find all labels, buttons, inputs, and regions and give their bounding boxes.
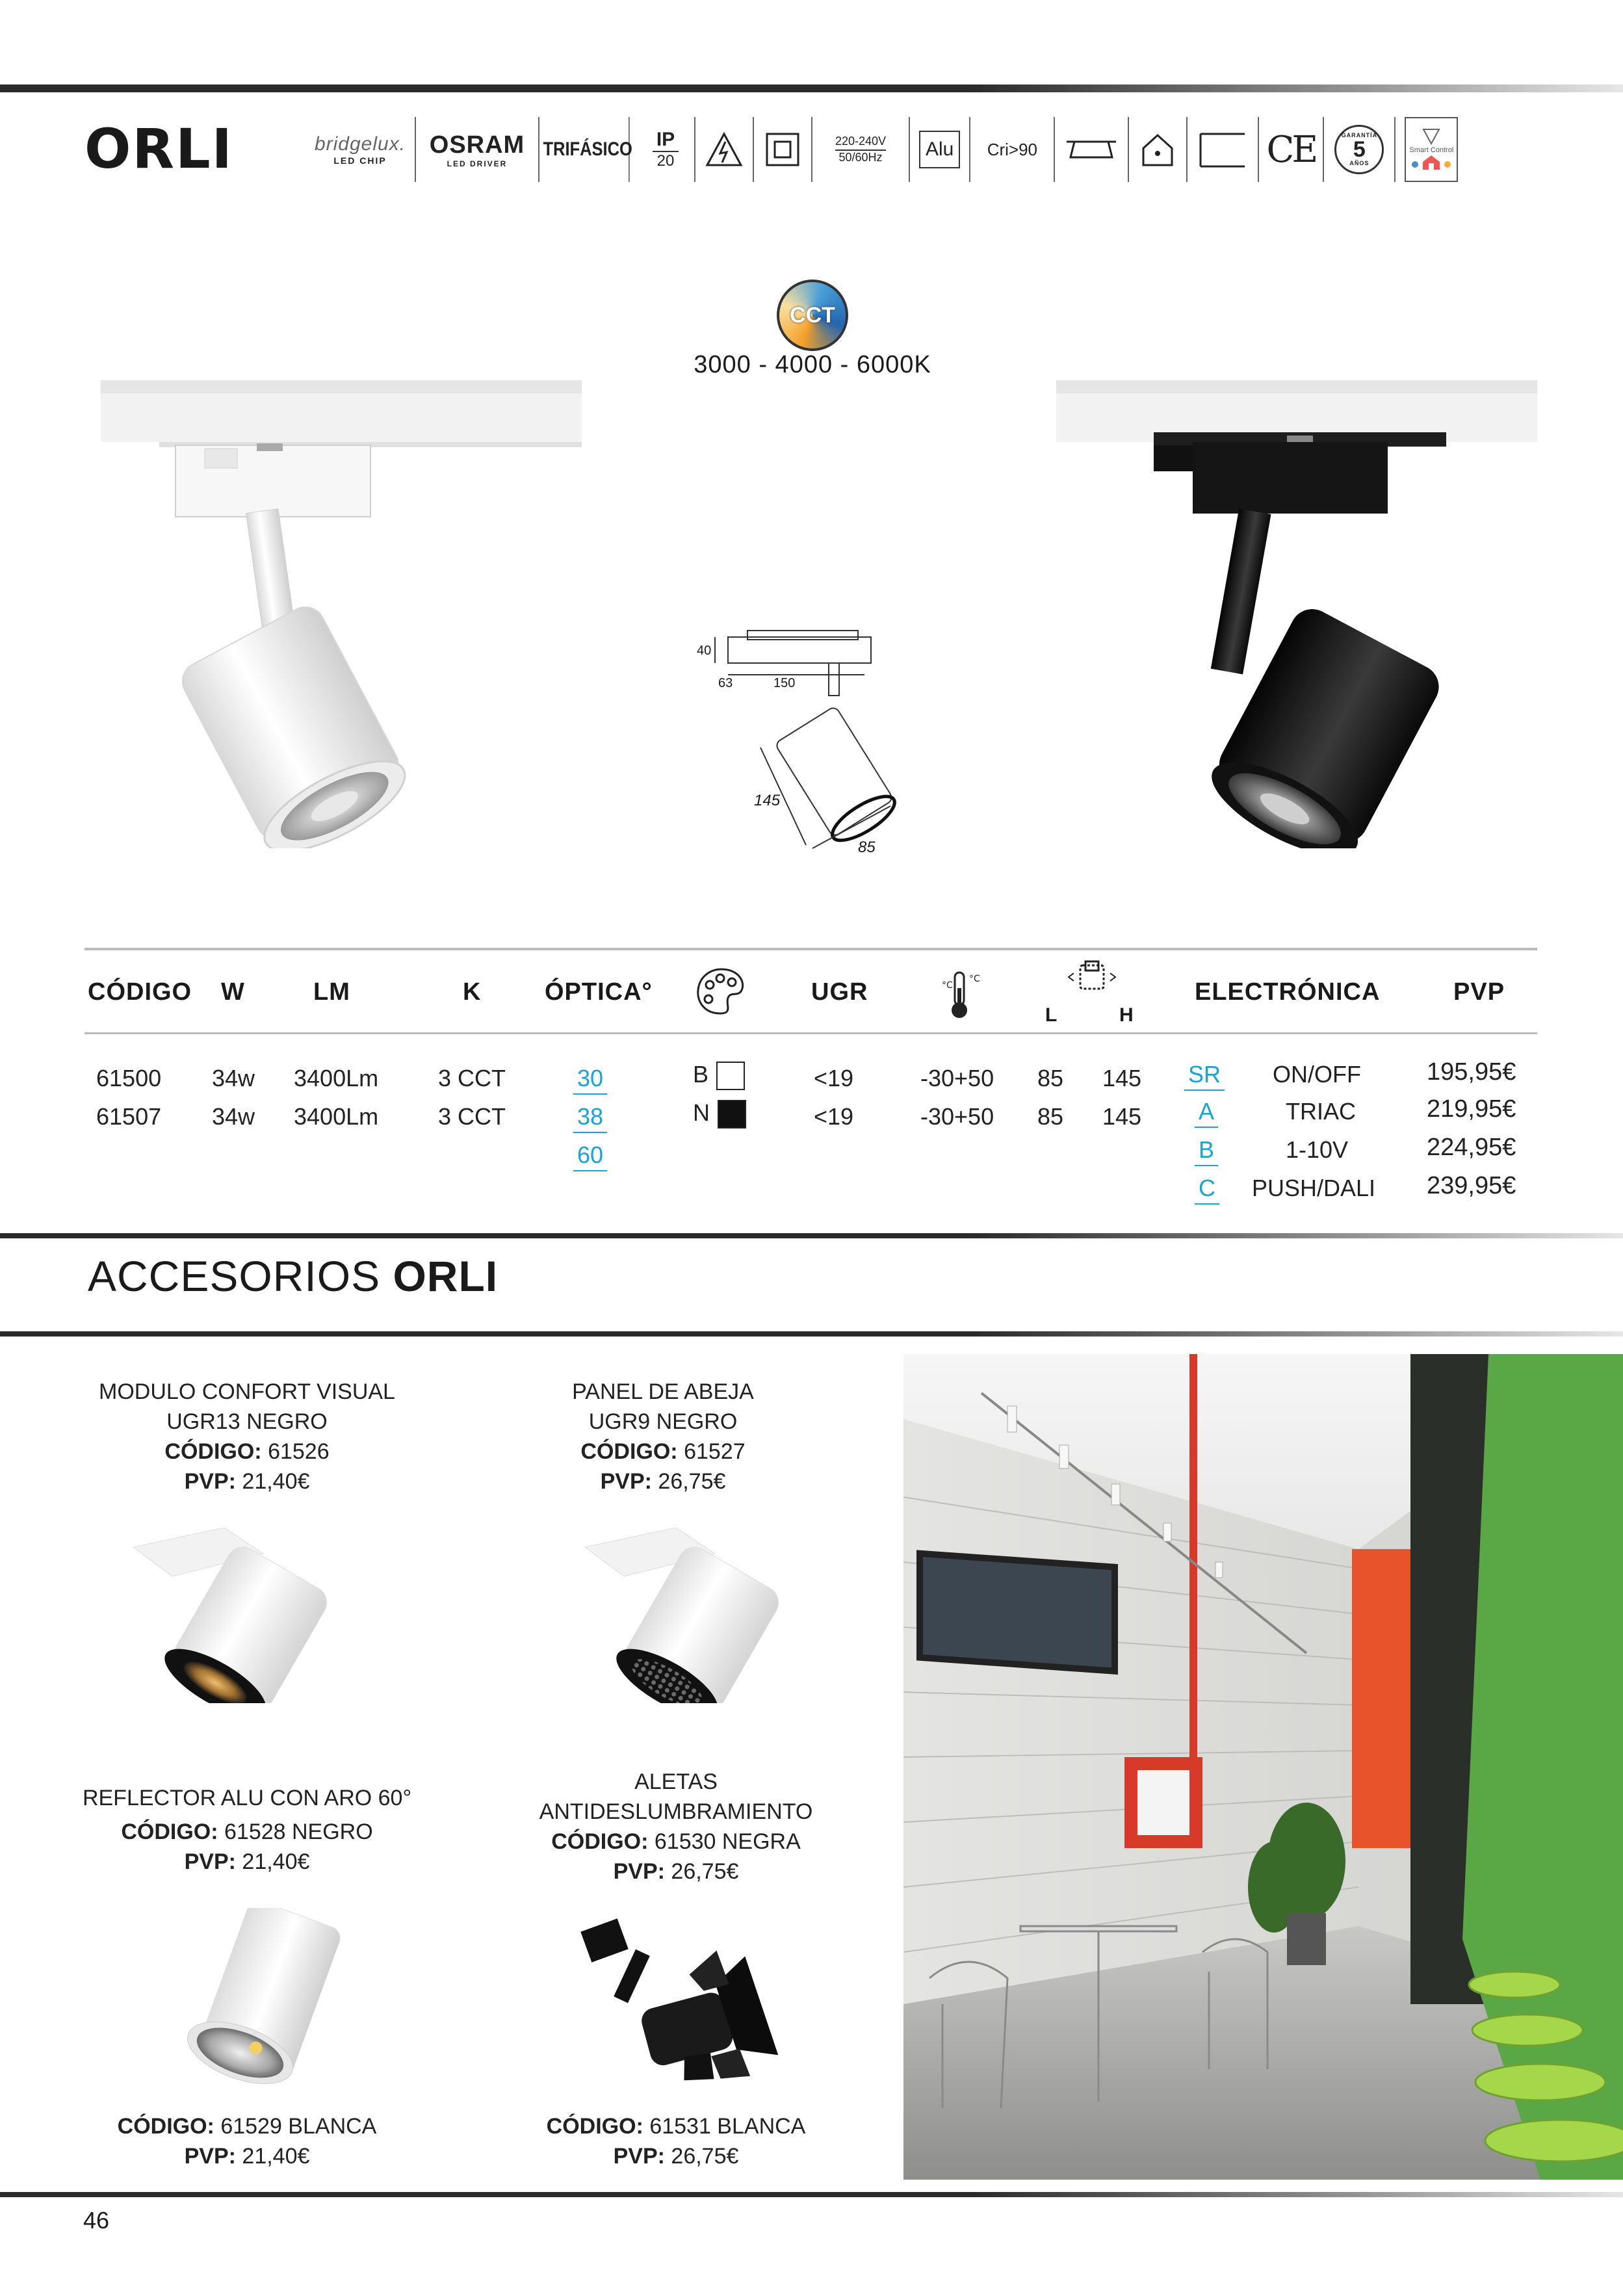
ceiling-surface-icon bbox=[1064, 130, 1119, 169]
product-image-white bbox=[101, 380, 582, 848]
osram-badge bbox=[416, 117, 539, 182]
electronica-sr-link[interactable]: SR bbox=[1184, 1061, 1225, 1091]
row1-temp: -30+50 bbox=[920, 1065, 994, 1091]
col-electronica: ELECTRÓNICA bbox=[1195, 978, 1381, 1006]
warranty-sub: AÑOS bbox=[1349, 160, 1370, 166]
double-square-icon bbox=[763, 130, 802, 169]
bridgelux-badge bbox=[305, 117, 416, 182]
class-ii-badge bbox=[754, 117, 812, 182]
acc3-pvp: PVP: 21,40€ bbox=[184, 1849, 310, 1874]
acc3-line1: REFLECTOR ALU CON ARO 60° bbox=[82, 1786, 412, 1810]
row2-temp: -30+50 bbox=[920, 1103, 994, 1130]
ip-label: IP bbox=[653, 129, 679, 152]
distance-icon bbox=[1197, 130, 1249, 169]
acc2-line2: UGR9 NEGRO bbox=[588, 1409, 738, 1434]
acc6-codigo: CÓDIGO: 61531 BLANCA bbox=[546, 2114, 806, 2139]
electronica-c-label: PUSH/DALI bbox=[1252, 1175, 1376, 1201]
col-optica: ÓPTICA° bbox=[545, 978, 653, 1006]
product-image-black bbox=[1056, 380, 1537, 848]
accessory-61528-image bbox=[179, 1908, 348, 2090]
dimension-drawing bbox=[689, 618, 910, 865]
cct-label: CCT bbox=[790, 302, 835, 328]
accessories-title-bold: ORLI bbox=[393, 1252, 499, 1300]
top-rule bbox=[0, 85, 1623, 92]
alu-badge bbox=[910, 117, 970, 182]
row1-l: 85 bbox=[1037, 1065, 1064, 1091]
electronica-sr-label: ON/OFF bbox=[1273, 1061, 1361, 1088]
accessories-title-light: ACCESORIOS bbox=[88, 1252, 381, 1300]
optica-60-link[interactable]: 60 bbox=[573, 1141, 607, 1171]
row1-h: 145 bbox=[1102, 1065, 1142, 1091]
product-title: ORLI bbox=[84, 117, 233, 181]
swatch-black bbox=[718, 1100, 746, 1128]
osram-sub: LED DRIVER bbox=[447, 159, 508, 168]
row1-codigo: 61500 bbox=[96, 1065, 162, 1091]
bridgelux-sub: LED CHIP bbox=[333, 155, 387, 166]
row2-l: 85 bbox=[1037, 1103, 1064, 1130]
cri-badge: Cri>90 bbox=[970, 117, 1055, 182]
row2-color bbox=[693, 1099, 746, 1128]
warranty-ring bbox=[1334, 125, 1384, 174]
accessory-61531 bbox=[507, 2111, 845, 2171]
surface-mount-badge bbox=[1055, 117, 1129, 182]
house-icon bbox=[1138, 130, 1177, 169]
acc1-line2: UGR13 NEGRO bbox=[166, 1409, 328, 1434]
col-w: W bbox=[221, 978, 245, 1006]
row2-color-code: N bbox=[693, 1099, 710, 1126]
row1-ugr: <19 bbox=[814, 1065, 854, 1091]
dim-63: 63 bbox=[718, 676, 733, 690]
row2-lm: 3400Lm bbox=[294, 1103, 379, 1130]
cct-range: 3000 - 4000 - 6000K bbox=[694, 351, 931, 378]
color-palette-icon bbox=[694, 965, 749, 1021]
electronica-b-price: 224,95€ bbox=[1427, 1134, 1516, 1161]
acc3-codigo: CÓDIGO: 61528 NEGRO bbox=[121, 1820, 373, 1844]
acc4-line1: ALETAS bbox=[634, 1769, 718, 1794]
electric-warning-badge bbox=[695, 117, 754, 182]
accessories-rule-top bbox=[0, 1233, 1623, 1238]
accessories-title bbox=[88, 1251, 498, 1301]
ce-badge: CE bbox=[1259, 117, 1324, 182]
accessory-61527-image bbox=[578, 1528, 786, 1703]
swatch-white bbox=[716, 1062, 745, 1090]
acc1-line1: MODULO CONFORT VISUAL bbox=[99, 1379, 395, 1404]
row1-color-code: B bbox=[693, 1061, 709, 1088]
frequency-value: 50/60Hz bbox=[838, 151, 883, 164]
bottom-rule bbox=[0, 2192, 1623, 2197]
dim-85: 85 bbox=[858, 839, 876, 856]
dim-145: 145 bbox=[754, 792, 781, 809]
acc4-line2: ANTIDESLUMBRAMIENTO bbox=[539, 1799, 813, 1824]
accessory-61526-image bbox=[127, 1528, 335, 1703]
row2-w: 34w bbox=[212, 1103, 255, 1130]
electronica-sr-price: 195,95€ bbox=[1427, 1058, 1516, 1086]
svg-text:°C: °C bbox=[942, 980, 953, 991]
row2-ugr: <19 bbox=[814, 1103, 854, 1130]
table-rule-top bbox=[84, 948, 1537, 950]
electronica-c-price: 239,95€ bbox=[1427, 1172, 1516, 1199]
optica-30-link[interactable]: 30 bbox=[573, 1065, 607, 1095]
acc4-pvp: PVP: 26,75€ bbox=[613, 1859, 739, 1884]
feature-badges bbox=[305, 114, 1467, 185]
acc1-pvp: PVP: 21,40€ bbox=[184, 1469, 310, 1494]
bridgelux-logo: bridgelux. bbox=[314, 133, 406, 155]
distance-badge bbox=[1188, 117, 1259, 182]
row2-h: 145 bbox=[1102, 1103, 1142, 1130]
row1-w: 34w bbox=[212, 1065, 255, 1091]
acc4-codigo: CÓDIGO: 61530 NEGRA bbox=[551, 1829, 801, 1854]
row2-codigo: 61507 bbox=[96, 1103, 162, 1130]
col-pvp: PVP bbox=[1453, 978, 1505, 1006]
accessory-61529 bbox=[78, 2111, 416, 2171]
dim-40: 40 bbox=[697, 644, 712, 658]
page-number: 46 bbox=[83, 2207, 110, 2234]
accessory-61528 bbox=[78, 1783, 416, 1877]
row1-lm: 3400Lm bbox=[294, 1065, 379, 1091]
interior-photo bbox=[903, 1354, 1623, 2180]
col-codigo: CÓDIGO bbox=[88, 978, 192, 1006]
electric-warning-icon bbox=[705, 130, 744, 169]
accessory-61526 bbox=[84, 1377, 409, 1496]
col-lm: LM bbox=[313, 978, 350, 1006]
acc6-pvp: PVP: 26,75€ bbox=[613, 2144, 739, 2169]
ip-badge bbox=[637, 117, 695, 182]
electronica-a-link[interactable]: A bbox=[1195, 1098, 1218, 1128]
ip-value: 20 bbox=[656, 152, 675, 170]
row2-k: 3 CCT bbox=[438, 1103, 506, 1130]
col-k: K bbox=[463, 978, 482, 1006]
acc5-pvp: PVP: 21,40€ bbox=[184, 2144, 310, 2169]
warranty-years: 5 bbox=[1353, 137, 1366, 162]
accessories-rule-bottom bbox=[0, 1331, 1623, 1337]
acc1-codigo: CÓDIGO: 61526 bbox=[164, 1439, 330, 1464]
indoor-badge bbox=[1129, 117, 1188, 182]
accessory-61530-image bbox=[572, 1911, 780, 2087]
acc2-pvp: PVP: 26,75€ bbox=[600, 1469, 726, 1494]
dimensions-icon bbox=[1066, 959, 1118, 1001]
row1-color bbox=[693, 1061, 745, 1090]
lamp-icon bbox=[1418, 127, 1444, 146]
acc2-line1: PANEL DE ABEJA bbox=[572, 1379, 754, 1404]
alu-label: Alu bbox=[919, 131, 960, 168]
smart-control-badge bbox=[1396, 117, 1467, 182]
electronica-b-link[interactable]: B bbox=[1195, 1136, 1218, 1166]
dim-150: 150 bbox=[773, 676, 796, 690]
accessory-61527 bbox=[507, 1377, 819, 1496]
cct-icon bbox=[777, 280, 848, 351]
electronica-b-label: 1-10V bbox=[1286, 1136, 1349, 1163]
smart-home-icon bbox=[1409, 154, 1454, 172]
warranty-badge bbox=[1324, 117, 1396, 182]
col-ugr: UGR bbox=[811, 978, 868, 1006]
acc2-codigo: CÓDIGO: 61527 bbox=[580, 1439, 746, 1464]
col-h: H bbox=[1119, 1004, 1134, 1026]
trifasico-badge: TRIFÁSICO bbox=[547, 117, 630, 182]
temperature-icon bbox=[939, 969, 985, 1024]
optica-38-link[interactable]: 38 bbox=[573, 1103, 607, 1133]
acc5-codigo: CÓDIGO: 61529 BLANCA bbox=[117, 2114, 377, 2139]
svg-text:°C: °C bbox=[969, 974, 980, 984]
warranty-label: GARANTÍA bbox=[1341, 132, 1378, 138]
electronica-a-price: 219,95€ bbox=[1427, 1095, 1516, 1123]
electronica-a-label: TRIAC bbox=[1286, 1098, 1356, 1125]
electronica-c-link[interactable]: C bbox=[1195, 1175, 1219, 1205]
table-rule-mid bbox=[84, 1032, 1537, 1034]
voltage-badge bbox=[812, 117, 910, 182]
row1-k: 3 CCT bbox=[438, 1065, 506, 1091]
accessory-61530 bbox=[507, 1767, 845, 1886]
col-l: L bbox=[1045, 1004, 1058, 1026]
osram-logo: OSRAM bbox=[429, 131, 525, 159]
voltage-value: 220-240V bbox=[835, 135, 886, 151]
smart-control-box bbox=[1405, 117, 1458, 182]
smart-control-label: Smart Control bbox=[1409, 146, 1454, 154]
